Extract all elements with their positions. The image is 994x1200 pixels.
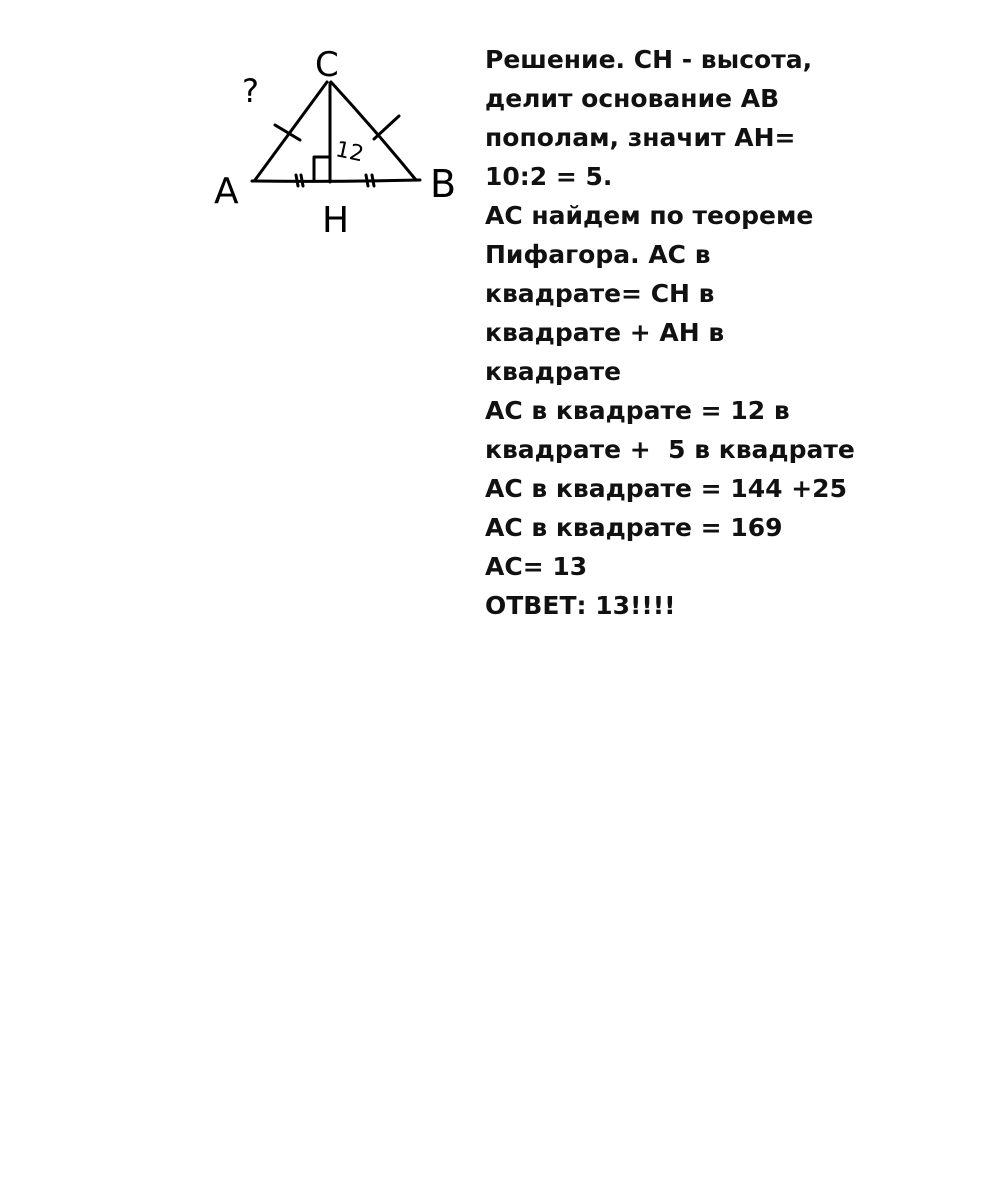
solution-line: 10:2 = 5. (485, 162, 613, 191)
solution-line: АС найдем по теореме (485, 201, 814, 230)
solution-line: квадрате= СН в (485, 279, 715, 308)
solution-line: АС в квадрате = 169 (485, 513, 783, 542)
solution-line: пополам, значит АН= (485, 123, 796, 152)
solution-line: АС в квадрате = 12 в (485, 396, 790, 425)
solution-line: делит основание АВ (485, 84, 780, 113)
side-ac (255, 82, 327, 180)
tick-hb-1 (366, 175, 368, 186)
label-h: H (322, 200, 350, 241)
solution-text (485, 40, 985, 625)
right-angle-mark (314, 157, 329, 180)
side-cb (331, 82, 416, 180)
tick-cb (374, 116, 399, 139)
tick-ah-1 (296, 175, 298, 186)
tick-ah-2 (301, 175, 303, 186)
base-ab (252, 180, 420, 181)
label-height-value: 12 (333, 137, 366, 168)
label-unknown: ? (242, 72, 259, 110)
solution-line: АС в квадрате = 144 +25 (485, 474, 847, 503)
solution-line: квадрате (485, 357, 622, 386)
triangle-sketch (200, 40, 480, 250)
solution-line: квадрате + 5 в квадрате (485, 435, 855, 464)
label-a: A (214, 171, 239, 212)
answer-line: ОТВЕТ: 13!!!! (485, 591, 676, 620)
solution-line: Решение. CH - высота, (485, 45, 813, 74)
solution-line: АС= 13 (485, 552, 588, 581)
solution-line: квадрате + АН в (485, 318, 725, 347)
solution-line: Пифагора. АС в (485, 240, 711, 269)
label-b: B (430, 162, 457, 206)
tick-hb-2 (372, 175, 374, 186)
label-c: C (315, 45, 339, 85)
